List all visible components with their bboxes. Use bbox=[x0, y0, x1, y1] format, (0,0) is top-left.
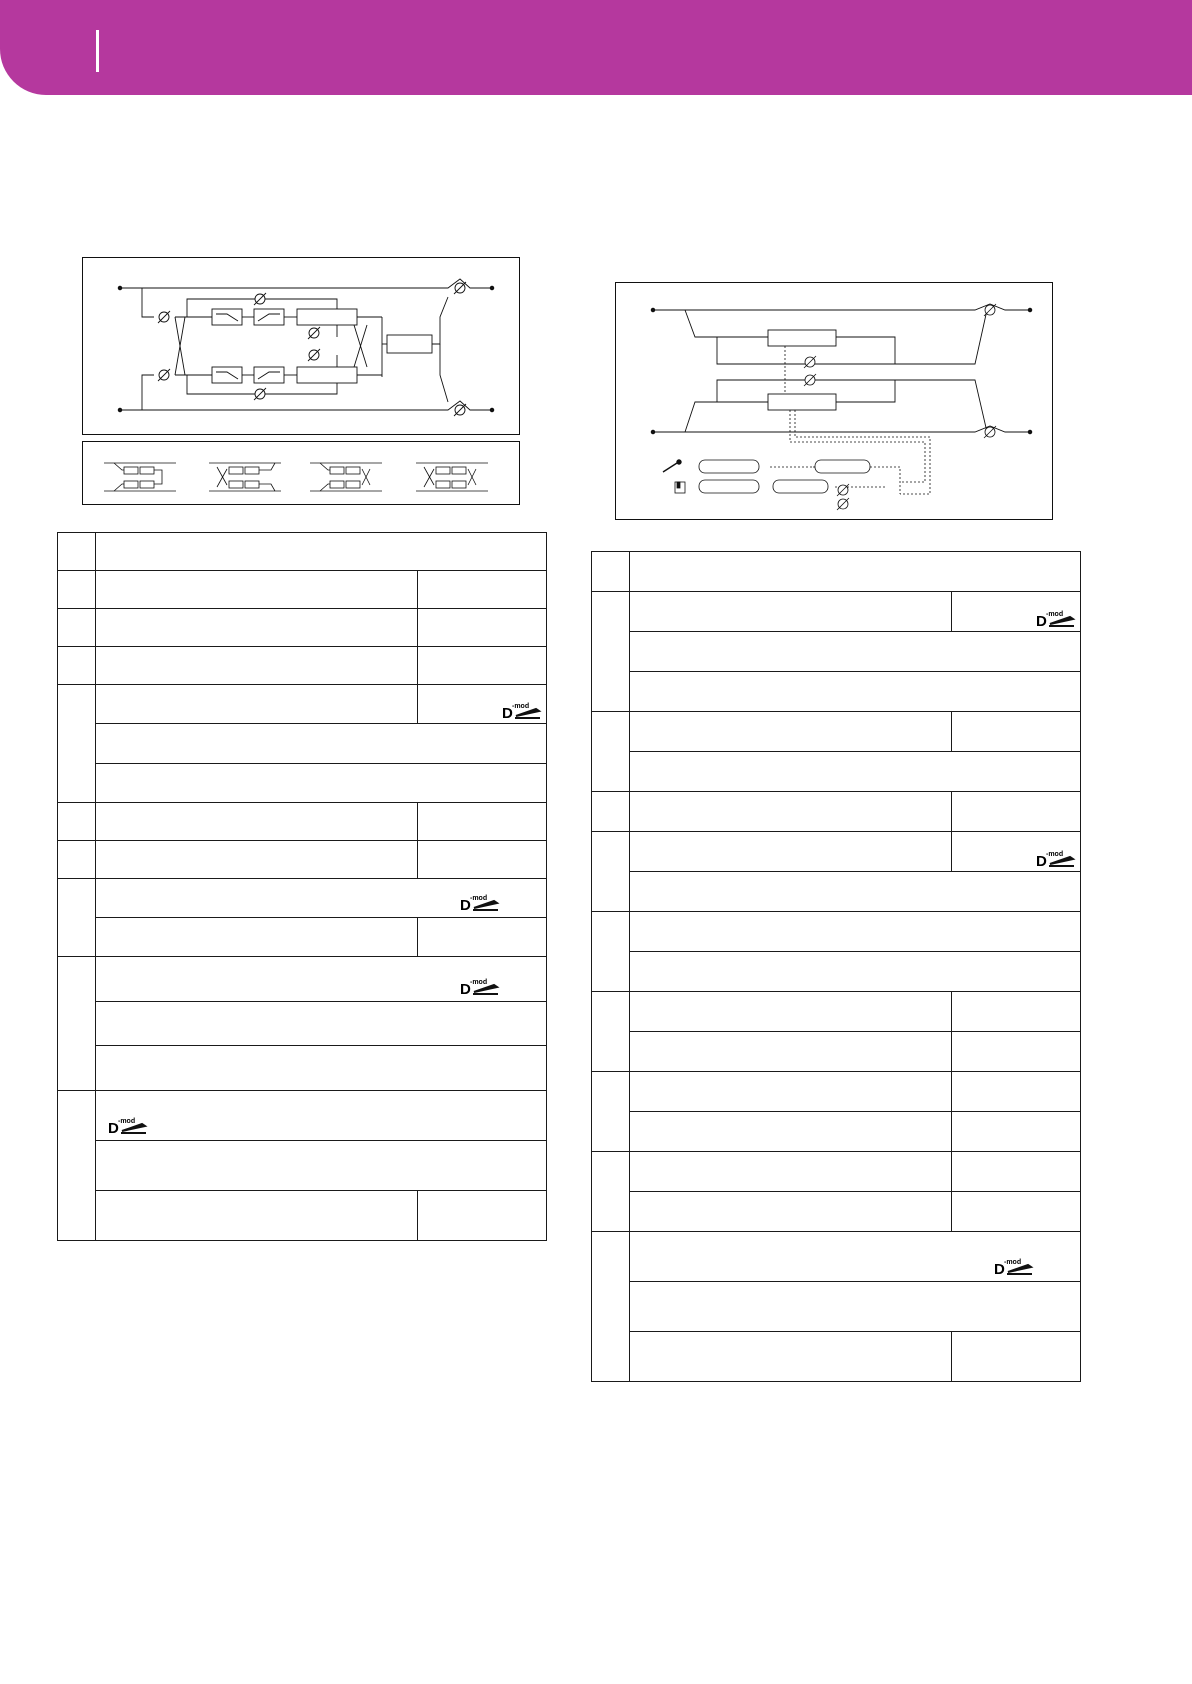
param-row bbox=[592, 792, 1081, 832]
param-description-cell bbox=[96, 1001, 547, 1046]
param-description-cell bbox=[630, 1282, 1081, 1332]
param-value-cell bbox=[952, 992, 1081, 1032]
param-row bbox=[58, 647, 547, 685]
param-name-cell bbox=[96, 609, 418, 647]
param-row bbox=[58, 917, 547, 956]
dmod-icon bbox=[1036, 849, 1076, 869]
param-value-cell bbox=[418, 1190, 547, 1240]
header-divider-bar bbox=[96, 30, 99, 72]
param-row bbox=[58, 1046, 547, 1091]
param-description-cell bbox=[96, 1090, 547, 1140]
param-description-cell bbox=[630, 632, 1081, 672]
svg-text:D: D bbox=[460, 980, 471, 997]
param-value-cell bbox=[952, 1112, 1081, 1152]
param-row bbox=[592, 672, 1081, 712]
param-name-cell bbox=[630, 792, 952, 832]
svg-text:-mod: -mod bbox=[470, 894, 488, 902]
svg-text:D: D bbox=[1036, 853, 1047, 869]
param-value-cell bbox=[952, 1152, 1081, 1192]
param-row bbox=[592, 992, 1081, 1032]
param-value-cell bbox=[418, 685, 547, 724]
param-value-cell bbox=[952, 1332, 1081, 1382]
dmod-icon bbox=[502, 701, 542, 721]
param-value-cell bbox=[952, 792, 1081, 832]
dmod-icon bbox=[460, 893, 500, 913]
svg-text:-mod: -mod bbox=[470, 978, 488, 986]
param-value-cell bbox=[952, 592, 1081, 632]
param-description-cell bbox=[96, 1140, 547, 1190]
param-row bbox=[592, 952, 1081, 992]
param-index-cell bbox=[592, 1232, 630, 1382]
param-name-cell bbox=[96, 802, 418, 840]
block-diagram-left-svg bbox=[82, 257, 520, 435]
param-row bbox=[58, 763, 547, 802]
svg-text:D: D bbox=[108, 1119, 119, 1136]
param-index-cell bbox=[58, 571, 96, 609]
param-value-cell bbox=[952, 712, 1081, 752]
param-description-cell bbox=[96, 878, 547, 917]
svg-text:-mod: -mod bbox=[118, 1117, 136, 1125]
param-description-cell bbox=[630, 672, 1081, 712]
param-row bbox=[592, 1072, 1081, 1112]
block-diagram-right bbox=[615, 282, 1053, 520]
param-index-cell bbox=[592, 832, 630, 912]
param-row bbox=[592, 1332, 1081, 1382]
param-row bbox=[592, 1032, 1081, 1072]
param-index-cell bbox=[58, 609, 96, 647]
param-row bbox=[58, 724, 547, 763]
param-row bbox=[592, 1112, 1081, 1152]
dmod-icon bbox=[994, 1257, 1034, 1277]
svg-text:-mod: -mod bbox=[1046, 851, 1064, 858]
param-index-cell bbox=[58, 878, 96, 956]
routing-options-strip bbox=[82, 441, 520, 505]
svg-text:D: D bbox=[994, 1261, 1005, 1277]
param-name-cell bbox=[630, 1192, 952, 1232]
block-diagram-left bbox=[82, 257, 520, 435]
svg-text:-mod: -mod bbox=[1046, 611, 1064, 618]
param-value-cell bbox=[952, 1032, 1081, 1072]
param-name-cell bbox=[630, 1152, 952, 1192]
param-name-cell bbox=[630, 592, 952, 632]
param-value-cell bbox=[418, 840, 547, 878]
param-description-cell bbox=[96, 763, 547, 802]
svg-text:D: D bbox=[502, 705, 513, 722]
param-row bbox=[592, 712, 1081, 752]
param-value-cell bbox=[952, 1072, 1081, 1112]
param-index-cell bbox=[592, 712, 630, 792]
param-index-cell bbox=[58, 647, 96, 685]
param-name-cell bbox=[630, 1032, 952, 1072]
param-row bbox=[58, 533, 547, 571]
param-row bbox=[58, 840, 547, 878]
param-row bbox=[58, 609, 547, 647]
param-index-cell bbox=[592, 912, 630, 992]
svg-text:D: D bbox=[1036, 613, 1047, 629]
param-name-cell bbox=[96, 1190, 418, 1240]
param-name-cell bbox=[630, 1112, 952, 1152]
param-description-cell bbox=[96, 533, 547, 571]
param-index-cell bbox=[592, 992, 630, 1072]
param-row bbox=[592, 912, 1081, 952]
param-name-cell bbox=[96, 647, 418, 685]
param-row bbox=[58, 571, 547, 609]
param-name-cell bbox=[96, 571, 418, 609]
param-index-cell bbox=[58, 840, 96, 878]
param-index-cell bbox=[58, 533, 96, 571]
param-row bbox=[592, 1232, 1081, 1282]
param-index-cell bbox=[58, 1090, 96, 1240]
parameter-table-right bbox=[591, 551, 1081, 1382]
param-description-cell bbox=[96, 956, 547, 1001]
param-index-cell bbox=[592, 592, 630, 712]
parameter-table-left bbox=[57, 532, 547, 1241]
keyboard-icon bbox=[675, 482, 685, 493]
param-value-cell bbox=[418, 917, 547, 956]
param-row bbox=[592, 552, 1081, 592]
block-diagram-right-svg bbox=[615, 282, 1053, 520]
param-row bbox=[592, 592, 1081, 632]
param-description-cell bbox=[630, 952, 1081, 992]
param-index-cell bbox=[58, 685, 96, 803]
param-value-cell bbox=[418, 571, 547, 609]
param-row bbox=[592, 1282, 1081, 1332]
param-row bbox=[592, 632, 1081, 672]
param-name-cell bbox=[96, 917, 418, 956]
param-row bbox=[58, 956, 547, 1001]
param-description-cell bbox=[630, 872, 1081, 912]
param-name-cell bbox=[630, 832, 952, 872]
header-band bbox=[0, 0, 1192, 95]
param-description-cell bbox=[96, 1046, 547, 1091]
param-value-cell bbox=[952, 832, 1081, 872]
param-name-cell bbox=[630, 1072, 952, 1112]
param-value-cell bbox=[418, 609, 547, 647]
param-value-cell bbox=[418, 647, 547, 685]
param-index-cell bbox=[58, 802, 96, 840]
param-row bbox=[592, 832, 1081, 872]
param-description-cell bbox=[630, 552, 1081, 592]
param-row bbox=[58, 1090, 547, 1140]
param-name-cell bbox=[630, 712, 952, 752]
param-row bbox=[58, 1190, 547, 1240]
param-description-cell bbox=[96, 724, 547, 763]
param-index-cell bbox=[592, 792, 630, 832]
param-description-cell bbox=[630, 912, 1081, 952]
param-index-cell bbox=[58, 956, 96, 1090]
param-index-cell bbox=[592, 1072, 630, 1152]
param-name-cell bbox=[96, 840, 418, 878]
svg-text:-mod: -mod bbox=[1004, 1259, 1022, 1266]
param-row bbox=[592, 1192, 1081, 1232]
param-row bbox=[58, 878, 547, 917]
param-row bbox=[58, 802, 547, 840]
param-value-cell bbox=[418, 802, 547, 840]
routing-options-svg bbox=[82, 441, 520, 505]
svg-text:D: D bbox=[460, 896, 471, 913]
param-value-cell bbox=[952, 1192, 1081, 1232]
param-row bbox=[58, 1001, 547, 1046]
param-row bbox=[592, 1152, 1081, 1192]
dmod-icon bbox=[460, 977, 500, 997]
param-name-cell bbox=[630, 1332, 952, 1382]
param-name-cell bbox=[96, 685, 418, 724]
param-description-cell bbox=[630, 1232, 1081, 1282]
param-index-cell bbox=[592, 552, 630, 592]
param-description-cell bbox=[630, 752, 1081, 792]
param-index-cell bbox=[592, 1152, 630, 1232]
param-row bbox=[592, 872, 1081, 912]
svg-text:-mod: -mod bbox=[512, 703, 530, 711]
dmod-icon bbox=[1036, 609, 1076, 629]
param-name-cell bbox=[630, 992, 952, 1032]
param-row bbox=[592, 752, 1081, 792]
param-row bbox=[58, 685, 547, 724]
dmod-icon bbox=[108, 1116, 148, 1136]
param-row bbox=[58, 1140, 547, 1190]
